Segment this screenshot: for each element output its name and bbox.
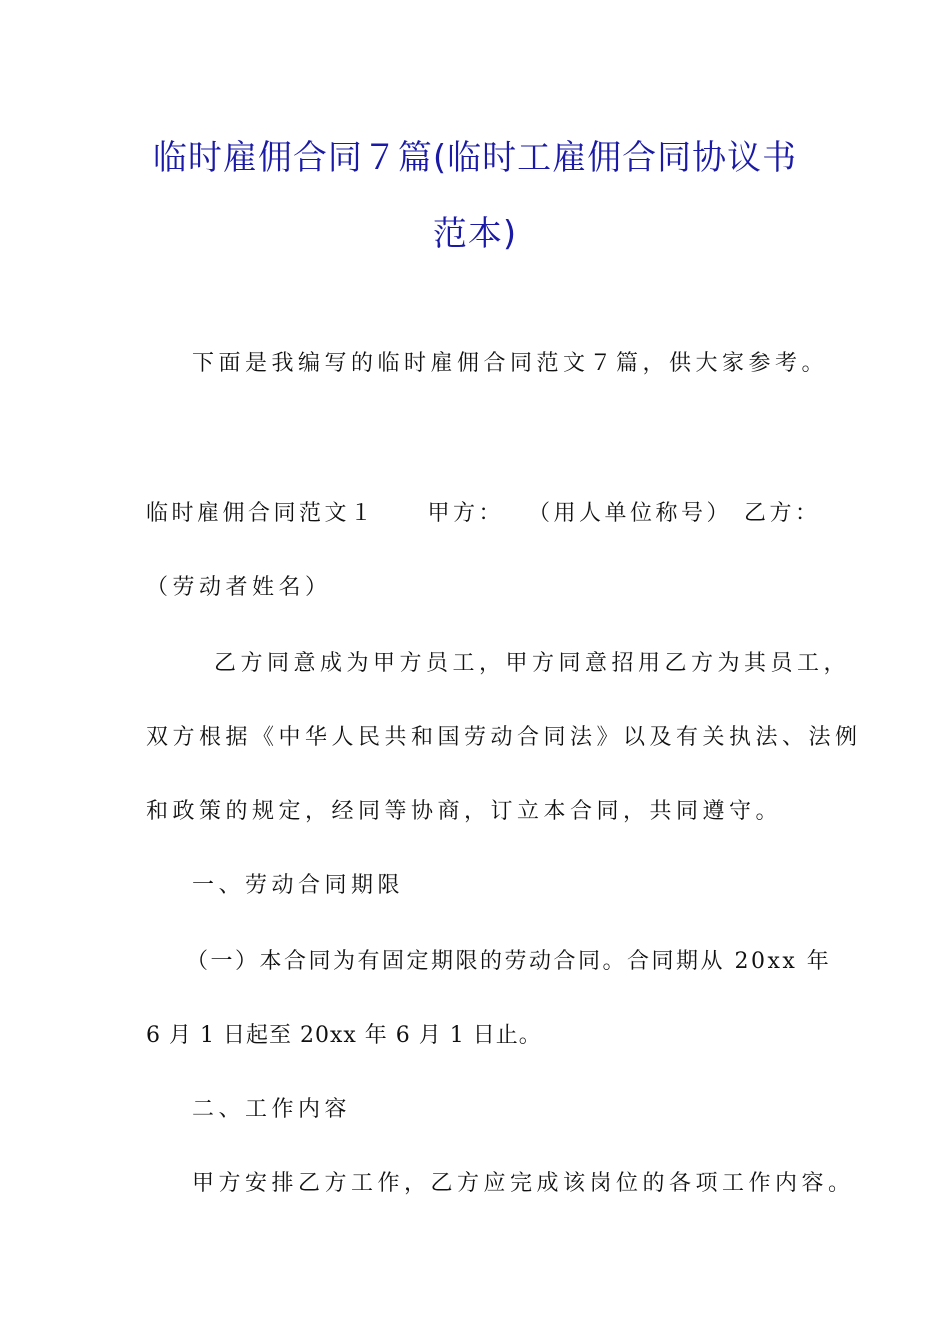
sample-heading: 临时雇佣合同范文１ (146, 501, 376, 526)
section-2-text: 甲方安排乙方工作，乙方应完成该岗位的各项工作内容。 (192, 1171, 855, 1196)
section-1-item-1-line-1: （一）本合同为有固定期限的劳动合同。合同期从 20xx 年 (186, 949, 832, 974)
party-a-value: （用人单位称号） (528, 501, 733, 526)
contract-header-line (146, 496, 821, 527)
party-b-value: （劳动者姓名） (146, 575, 332, 600)
party-b-label: 乙方： (744, 501, 821, 526)
party-a-label: 甲方： (427, 501, 505, 526)
section-1-item-1-line-2: 6 月 1 日起至 20xx 年 6 月 1 日止。 (146, 1023, 542, 1048)
intro-paragraph: 下面是我编写的临时雇佣合同范文７篇，供大家参考。 (192, 351, 829, 376)
paragraph-1-line-1: 乙方同意成为甲方员工，甲方同意招用乙方为其员工， (214, 651, 851, 676)
paragraph-1-line-2: 双方根据《中华人民共和国劳动合同法》以及有关执法、法例 (146, 725, 862, 750)
section-2-title: 二、工作内容 (192, 1097, 352, 1122)
document-title-line-1: 临时雇佣合同７篇(临时工雇佣合同协议书 (152, 138, 798, 178)
document-title-line-2: 范本) (432, 214, 518, 254)
paragraph-1-line-3: 和政策的规定，经同等协商，订立本合同，共同遵守。 (146, 799, 783, 824)
section-1-title: 一、劳动合同期限 (192, 873, 405, 898)
